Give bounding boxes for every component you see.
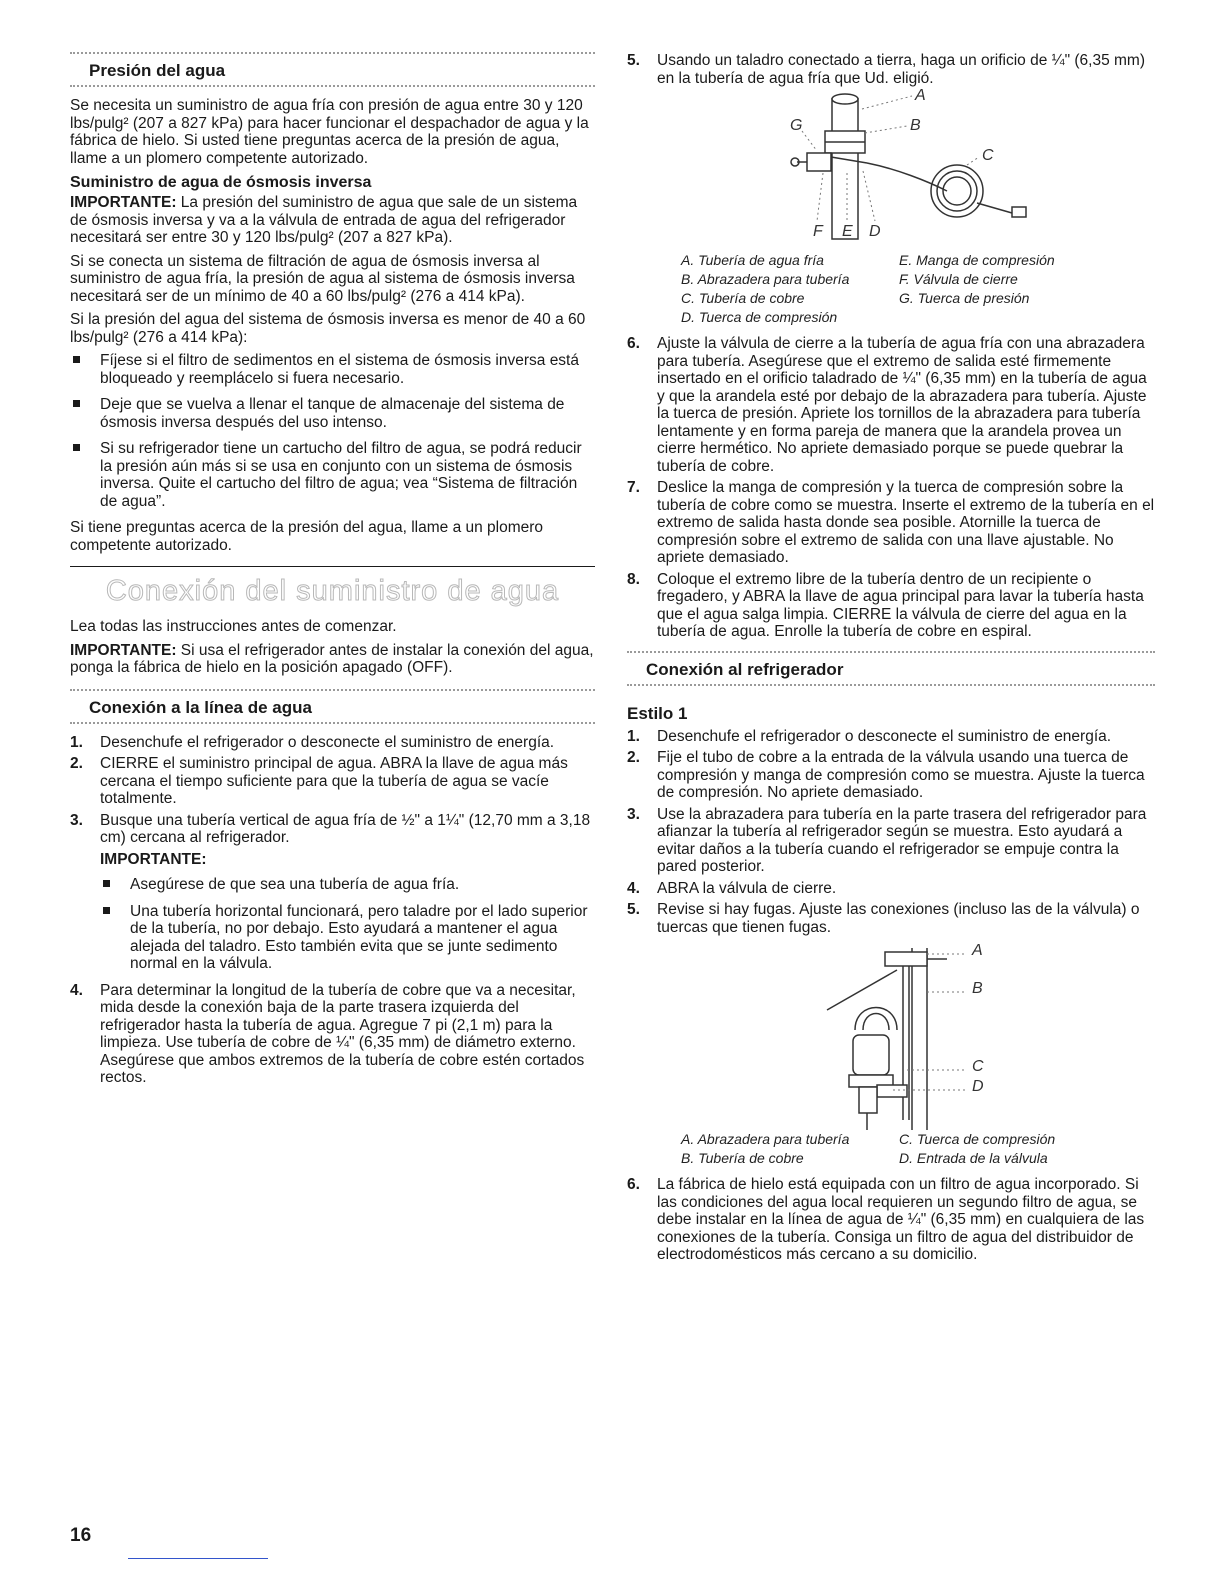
step-item: 4. ABRA la válvula de cierre. xyxy=(627,879,837,897)
fig2-label-b: B xyxy=(972,980,983,997)
ro-bullet: Si su refrigerador tiene un cartucho del filtro de agua, se podrá reducir la presión aún más si se usa en conjunto con un sistema de ósmosis inversa. Quite el cartucho del filtro de agua; vea “Sistema de filtración de agua”. xyxy=(70,440,595,510)
fridge-connection-illustration xyxy=(627,940,1155,1130)
fig2-label-d: D xyxy=(972,1078,984,1095)
ro-paragraph-3: Si la presión del agua del sistema de ósmosis inversa es menor de 40 a 60 lbs/pulg² (276 a 414 kPa): xyxy=(70,311,586,346)
important-label: IMPORTANTE: xyxy=(70,194,177,211)
step-item: 5. Usando un taladro conectado a tierra, haga un orificio de ¼" (6,35 mm) en la tubería de agua fría que Ud. eligió. xyxy=(627,52,1146,87)
shutoff-valve-illustration xyxy=(627,91,1155,251)
ro-paragraph-4: Si tiene preguntas acerca de la presión del agua, llame a un plomero competente autorizado. xyxy=(70,519,544,554)
ro-important-paragraph xyxy=(70,194,595,247)
waterline-heading: Conexión a la línea de agua xyxy=(89,697,312,717)
step3-bullet: Asegúrese de que sea una tubería de agua fría. xyxy=(100,876,595,894)
step-item: 3. Busque una tubería vertical de agua fría de ½" a 1¼" (12,70 mm a 3,18 cm) cercana al refrigerador. IMPORTANTE: Asegúrese de que sea una tubería de agua fría. Una tubería horizontal funcionará, pero taladre por el lado superior de la tubería, no por debajo. Esto ayudará a mantener el agua alejada del taladro. Esto también evita que se junte sedimento normal en la válvula. xyxy=(70,812,595,973)
fig1-label-a: A xyxy=(915,87,926,104)
fridge-heading: Conexión al refrigerador xyxy=(646,659,844,679)
page-number: 16 xyxy=(70,1525,92,1546)
fig2-label-c: C xyxy=(972,1058,984,1075)
left-column xyxy=(70,52,595,1091)
step-item: 2. CIERRE el suministro principal de agua. ABRA la llave de agua más cercana el tiempo suficiente para que la tubería de agua se vacíe totalmente. xyxy=(70,755,568,807)
style-heading: Estilo 1 xyxy=(627,703,688,723)
ro-paragraph-2: Si se conecta un sistema de filtración de agua de ósmosis inversa al suministro de agua fría, la presión de agua al sistema de ósmosis inversa necesitará ser de un mínimo de 40 a 60 lbs/pulg² (276 a 414 kPa). xyxy=(70,252,575,305)
fig1-label-g: G xyxy=(790,117,803,134)
right-column xyxy=(627,52,1155,1268)
section-title: Conexión del suministro de agua xyxy=(105,575,560,607)
section-divider xyxy=(70,566,595,567)
bullet-square-icon xyxy=(73,444,80,451)
fridge-connection-figure xyxy=(627,940,1155,1130)
fig1-label-c: C xyxy=(982,147,994,164)
step-item: 5. Revise si hay fugas. Ajuste las conexiones (incluso las de la válvula) o tuercas que tienen fugas. xyxy=(627,901,1140,936)
fig2-label-a: A xyxy=(972,942,983,959)
important-label: IMPORTANTE: xyxy=(70,641,177,659)
fig1-label-b: B xyxy=(910,117,921,134)
step3-bullet: Una tubería horizontal funcionará, pero taladre por el lado superior de la tubería, no por debajo. Esto ayudará a mantener el agua alejada del taladro. Esto también evita que se junte sedimento normal en la válvula. xyxy=(100,903,595,973)
read-all-instructions: Lea todas las instrucciones antes de comenzar. xyxy=(70,618,397,635)
pressure-paragraph: Se necesita un suministro de agua fría con presión de agua entre 30 y 120 lbs/pulg² (207 a 827 kPa) para hacer funcionar el despachador de agua y la fábrica de hielo. Si usted tiene preguntas acerca de la presión de agua, llame a un plomero competente autorizado. xyxy=(70,97,589,167)
ro-important-text: La presión del suministro de agua que sale de un sistema de ósmosis inversa y va a la válvula de entrada de agua del refrigerador necesitará ser entre 30 y 120 lbs/pulg² (207 a 827 kPa). xyxy=(70,194,578,246)
waterline-heading-box xyxy=(70,689,595,724)
shutoff-valve-figure xyxy=(627,87,1155,251)
footer-rule xyxy=(128,1558,268,1559)
bullet-square-icon xyxy=(103,880,110,887)
fig1-label-f: F xyxy=(813,223,823,240)
bullet-square-icon xyxy=(103,907,110,914)
step-item: 4. Para determinar la longitud de la tubería de cobre que va a necesitar, mida desde la conexión baja de la parte trasera izquierda del refrigerador hasta la tubería de agua. Agregue 7 pi (2,1 m) para la limpieza. Use tubería de cobre de ¼" (6,35 mm) de diámetro externo. Asegúrese que ambos extremos de la tubería de cobre estén cortados rectos. xyxy=(70,981,585,1086)
bullet-square-icon xyxy=(73,400,80,407)
step-item: 2. Fije el tubo de cobre a la entrada de la válvula usando una tuerca de compresión y manga de compresión como se muestra. Ajuste la tuerca de compresión. No apriete demasiado. xyxy=(627,749,1145,801)
ro-bullet: Deje que se vuelva a llenar el tanque de almacenaje del sistema de ósmosis inversa después del uso intenso. xyxy=(70,396,595,431)
step-item: 1. Desenchufe el refrigerador o desconecte el suministro de energía. xyxy=(627,727,1112,745)
step-item: 3. Use la abrazadera para tubería en la parte trasera del refrigerador para afianzar la tubería al refrigerador según se muestra. Esto ayudará a evitar daños a la tubería cuando el refrigerador se empuje contra la pared posterior. xyxy=(627,805,1147,875)
step-item: 8. Coloque el extremo libre de la tubería dentro de un recipiente o fregadero, y ABRA la llave de agua principal para lavar la tubería hasta que el agua salga limpia. CIERRE la válvula de cierre del agua en la tubería de agua. Enrolle la tubería de cobre en espiral. xyxy=(627,570,1144,640)
step3-important-label: IMPORTANTE: xyxy=(100,850,207,868)
fig1-legend: A. Tubería de agua fría E. Manga de compresión B. Abrazadera para tubería F. Válvula de cierre C. Tubería de cobre G. Tuerca de presión D. Tuerca de compresión xyxy=(681,252,1055,325)
pressure-heading-box xyxy=(70,52,595,87)
step-item: 6. La fábrica de hielo está equipada con un filtro de agua incorporado. Si las condiciones del agua local requieren un segundo filtro de agua, se debe instalar en la línea de agua de ¼" (6,35 mm) en cualquiera de las conexiones de la tubería. Consiga un filtro de agua del distribuidor de electrodomésticos más cercano a su domicilio. xyxy=(627,1176,1145,1263)
section-important-paragraph: IMPORTANTE: Si usa el refrigerador antes de instalar la conexión del agua, ponga la fábrica de hielo en la posición apagado (OFF). xyxy=(70,641,594,676)
fig1-label-e: E xyxy=(842,223,853,240)
ro-bullet: Fíjese si el filtro de sedimentos en el sistema de ósmosis inversa está bloqueado y reemplácelo si fuera necesario. xyxy=(70,352,595,387)
step-item: 6. Ajuste la válvula de cierre a la tubería de agua fría con una abrazadera para tubería. Asegúrese que el extremo de salida esté firmemente insertado en el orificio taladrado de ¼" (6,35 mm) en la tubería de agua y que la arandela esté por debajo de la abrazadera para tubería. Ajuste la tuerca de presión. Apriete los tornillos de la abrazadera para tubería lentamente y en forma pareja de manera que la arandela provea un cierre hermético. No apriete demasiado porque se puede quebrar la tubería de cobre. xyxy=(627,335,1147,475)
bullet-square-icon xyxy=(73,356,80,363)
fig1-label-d: D xyxy=(869,223,881,240)
fig2-legend: A. Abrazadera para tubería C. Tuerca de compresión B. Tubería de cobre D. Entrada de la válvula xyxy=(681,1131,1056,1166)
ro-heading: Suministro de agua de ósmosis inversa xyxy=(70,174,372,191)
pressure-heading: Presión del agua xyxy=(89,61,226,80)
fridge-heading-box xyxy=(627,651,1155,686)
step-item: 7. Deslice la manga de compresión y la tuerca de compresión sobre la tubería de cobre como se muestra. Inserte el extremo de la tubería en el extremo de salida hasta donde sea posible. Atornille la tuerca de compresión sobre el extremo de salida con una llave ajustable. No apriete demasiado. xyxy=(627,479,1155,566)
step-item: 1. Desenchufe el refrigerador o desconecte el suministro de energía. xyxy=(70,733,555,751)
